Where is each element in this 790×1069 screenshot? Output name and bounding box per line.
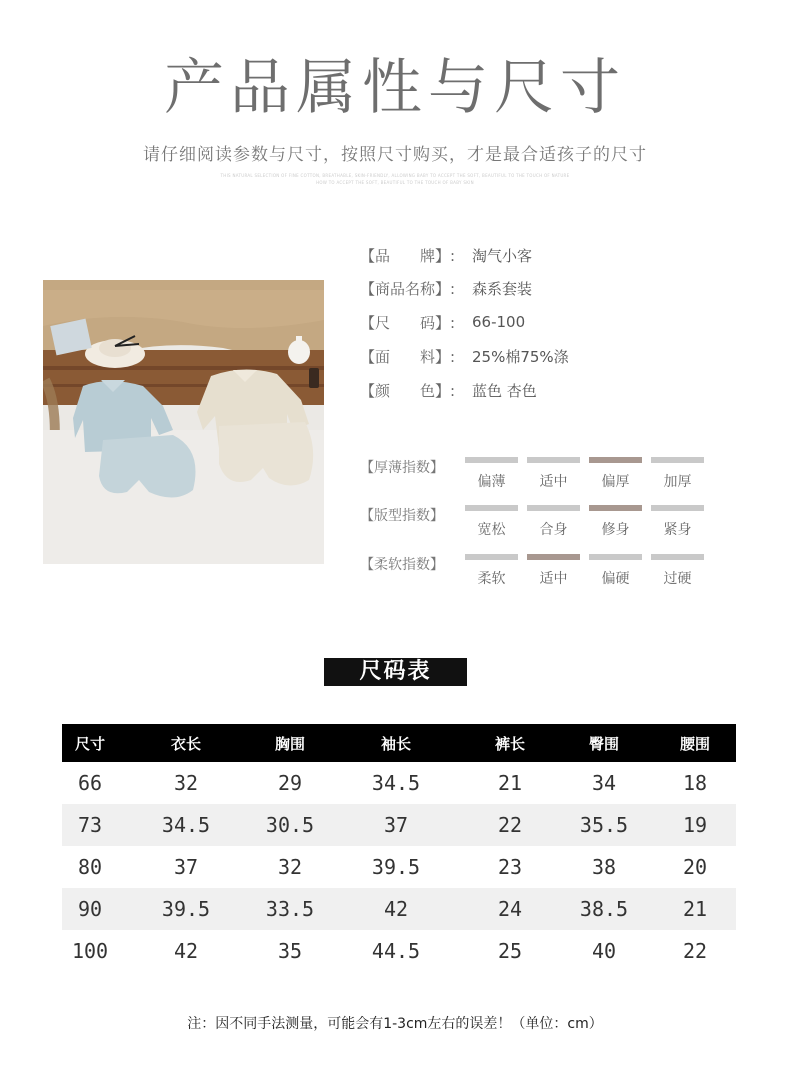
index-option <box>651 505 704 545</box>
table-cell: 73 <box>77 813 103 837</box>
index-bar <box>465 554 518 560</box>
table-cell: 37 <box>383 813 409 837</box>
attr-value: 66-100 <box>472 313 526 331</box>
column-header: 尺寸 <box>74 734 105 753</box>
index-option-label: 偏薄 <box>477 474 506 490</box>
index-option-label: 加厚 <box>663 474 692 490</box>
index-bar <box>527 505 580 511</box>
index-option <box>527 554 580 594</box>
table-cell: 32 <box>277 855 303 879</box>
table-cell: 20 <box>682 855 708 879</box>
table-cell: 66 <box>77 771 103 795</box>
table-row <box>62 888 736 930</box>
index-option <box>465 554 518 594</box>
attr-value: 森系套装 <box>472 279 533 298</box>
table-cell: 22 <box>682 939 708 963</box>
index-option <box>465 457 518 497</box>
product-photo <box>43 280 324 564</box>
attr-value: 淘气小客 <box>472 246 533 265</box>
attr-row-product-name <box>360 276 532 300</box>
table-cell: 38 <box>591 855 617 879</box>
measurement-note: 注：因不同手法测量，可能会有1-3cm左右的误差！（单位：cm） <box>187 1016 603 1032</box>
index-bar <box>651 554 704 560</box>
table-row <box>62 804 736 846</box>
index-bar <box>589 554 642 560</box>
attr-label: 【品 牌】: <box>360 246 456 265</box>
index-option-label: 修身 <box>601 522 630 538</box>
table-cell: 19 <box>682 813 708 837</box>
attr-value: 25%棉75%涤 <box>472 347 569 366</box>
column-header: 袖长 <box>380 734 411 753</box>
table-cell: 30.5 <box>265 813 315 837</box>
table-cell: 35 <box>277 939 303 963</box>
index-option-label: 适中 <box>539 571 568 587</box>
table-cell: 42 <box>173 939 199 963</box>
table-cell: 21 <box>682 897 708 921</box>
index-bar <box>465 457 518 463</box>
index-option <box>527 505 580 545</box>
index-option <box>589 554 642 594</box>
index-option <box>465 505 518 545</box>
index-bar-selected <box>589 457 642 463</box>
table-cell: 38.5 <box>579 897 629 921</box>
table-row <box>62 762 736 804</box>
table-cell: 34.5 <box>371 771 421 795</box>
attr-label: 【颜 色】: <box>360 381 456 400</box>
index-option-label: 合身 <box>539 522 568 538</box>
table-cell: 39.5 <box>371 855 421 879</box>
index-bar <box>465 505 518 511</box>
attr-row-color <box>360 378 537 402</box>
index-option-label: 偏厚 <box>601 474 630 490</box>
attr-row-size <box>360 310 525 334</box>
attr-row-fabric <box>360 344 569 368</box>
fineprint-line-2: HOW TO ACCEPT THE SOFT, BEAUTIFUL TO THE TOUCH OF BABY SKIN <box>316 180 474 185</box>
softness-index-scale <box>465 554 705 594</box>
attr-row-brand <box>360 243 532 267</box>
table-cell: 34 <box>591 771 617 795</box>
table-cell: 44.5 <box>371 939 421 963</box>
table-cell: 29 <box>277 771 303 795</box>
size-chart-table <box>62 724 736 972</box>
index-option <box>651 554 704 594</box>
column-header: 衣长 <box>170 734 201 753</box>
column-header: 臀围 <box>588 734 619 753</box>
index-option-label: 紧身 <box>663 522 692 538</box>
table-cell: 22 <box>497 813 523 837</box>
page-subtitle: 请仔细阅读参数与尺寸，按照尺寸购买，才是最合适孩子的尺寸 <box>143 145 647 165</box>
index-bar-selected <box>527 554 580 560</box>
table-cell: 42 <box>383 897 409 921</box>
table-cell: 40 <box>591 939 617 963</box>
table-cell: 33.5 <box>265 897 315 921</box>
column-header: 裤长 <box>494 734 525 753</box>
table-row <box>62 846 736 888</box>
index-bar <box>527 457 580 463</box>
index-option-label: 偏硬 <box>601 571 630 587</box>
table-cell: 25 <box>497 939 523 963</box>
fineprint-line-1: THIS NATURAL SELECTION OF FINE COTTON, BREATHABLE, SKIN-FRIENDLY, ALLOWING BABY TO ACCEPT THE SOFT, BEAUTIFUL TO THE TOUCH OF NATURE <box>220 173 570 178</box>
table-cell: 21 <box>497 771 523 795</box>
fit-index-label: 【版型指数】 <box>360 508 444 524</box>
table-header-row <box>62 724 736 762</box>
attr-label: 【尺 码】: <box>360 313 456 332</box>
attr-label: 【面 料】: <box>360 347 456 366</box>
fit-index-scale <box>465 505 705 545</box>
page-title: 产品属性与尺寸 <box>164 53 626 123</box>
index-option-label: 宽松 <box>477 522 506 538</box>
thickness-index-scale <box>465 457 705 497</box>
attr-label: 【商品名称】: <box>360 279 456 298</box>
index-option <box>527 457 580 497</box>
index-option <box>651 457 704 497</box>
size-chart-title: 尺码表 <box>324 658 467 686</box>
column-header: 胸围 <box>274 734 305 753</box>
table-cell: 39.5 <box>161 897 211 921</box>
table-cell: 24 <box>497 897 523 921</box>
index-bar-selected <box>589 505 642 511</box>
table-cell: 23 <box>497 855 523 879</box>
index-bar <box>651 457 704 463</box>
table-cell: 90 <box>77 897 103 921</box>
table-cell: 100 <box>71 939 109 963</box>
softness-index-label: 【柔软指数】 <box>360 557 444 573</box>
index-option-label: 柔软 <box>477 571 506 587</box>
table-cell: 35.5 <box>579 813 629 837</box>
table-cell: 80 <box>77 855 103 879</box>
table-cell: 34.5 <box>161 813 211 837</box>
table-cell: 32 <box>173 771 199 795</box>
table-cell: 37 <box>173 855 199 879</box>
attr-value: 蓝色 杏色 <box>472 381 537 400</box>
index-option <box>589 505 642 545</box>
table-row <box>62 930 736 972</box>
index-option-label: 适中 <box>539 474 568 490</box>
index-option <box>589 457 642 497</box>
column-header: 腰围 <box>679 734 710 753</box>
thickness-index-label: 【厚薄指数】 <box>360 460 444 476</box>
index-option-label: 过硬 <box>663 571 692 587</box>
table-cell: 18 <box>682 771 708 795</box>
index-bar <box>651 505 704 511</box>
